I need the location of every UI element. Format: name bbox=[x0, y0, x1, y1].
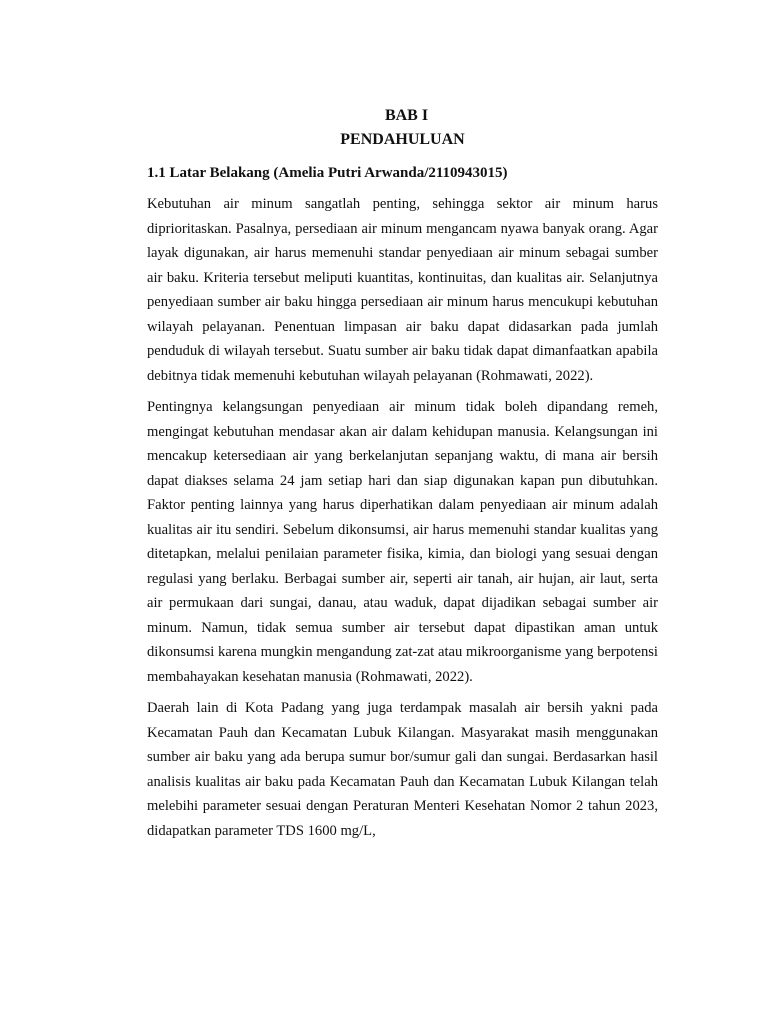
paragraph-1: Kebutuhan air minum sangatlah penting, sehingga sektor air minum harus diprioritaskan. Pasalnya, persediaan air minum mengancam nyawa banyak orang. Agar layak digunakan, air harus memenuhi standar penyediaan air minum sebagai sumber air baku. Kriteria tersebut meliputi kuantitas, kontinuitas, dan kualitas air. Selanjutnya penyediaan sumber air baku hingga persediaan air minum harus mencukupi kebutuhan wilayah pelayanan. Penentuan limpasan air baku dapat didasarkan pada jumlah penduduk di wilayah tersebut. Suatu sumber air baku tidak dapat dimanfaatkan apabila debitnya tidak memenuhi kebutuhan wilayah pelayanan (Rohmawati, 2022). bbox=[147, 196, 658, 384]
page-content bbox=[147, 104, 658, 850]
chapter-number: BAB I bbox=[384, 107, 429, 124]
paragraph-3: Daerah lain di Kota Padang yang juga terdampak masalah air bersih yakni pada Kecamatan Pauh dan Kecamatan Lubuk Kilangan. Masyarakat masih menggunakan sumber air baku yang ada berupa sumur bor/sumur gali dan sungai. Berdasarkan hasil analisis kualitas air baku pada Kecamatan Pauh dan Kecamatan Lubuk Kilangan telah melebihi parameter sesuai dengan Peraturan Menteri Kesehatan Nomor 2 tahun 2023, didapatkan parameter TDS 1600 mg/L, bbox=[147, 700, 658, 839]
chapter-title: PENDAHULUAN bbox=[340, 131, 465, 148]
section-heading: 1.1 Latar Belakang (Amelia Putri Arwanda/2110943015) bbox=[147, 165, 508, 181]
paragraph-2: Pentingnya kelangsungan penyediaan air minum tidak boleh dipandang remeh, mengingat kebutuhan mendasar akan air dalam kehidupan manusia. Kelangsungan ini mencakup ketersediaan air yang berkelanjutan sepanjang waktu, di mana air bersih dapat diakses selama 24 jam setiap hari dan siap digunakan kapan pun dibutuhkan. Faktor penting lainnya yang harus diperhatikan dalam penyediaan air minum adalah kualitas air itu sendiri. Sebelum dikonsumsi, air harus memenuhi standar kualitas yang ditetapkan, melalui penilaian parameter fisika, kimia, dan biologi yang sesuai dengan regulasi yang berlaku. Berbagai sumber air, seperti air tanah, air hujan, air laut, serta air permukaan dari sungai, danau, atau waduk, dapat dijadikan sebagai sumber air minum. Namun, tidak semua sumber air tersebut dapat dipastikan aman untuk dikonsumsi karena mungkin mengandung zat-zat atau mikroorganisme yang berpotensi membahayakan kesehatan manusia (Rohmawati, 2022). bbox=[147, 399, 658, 685]
